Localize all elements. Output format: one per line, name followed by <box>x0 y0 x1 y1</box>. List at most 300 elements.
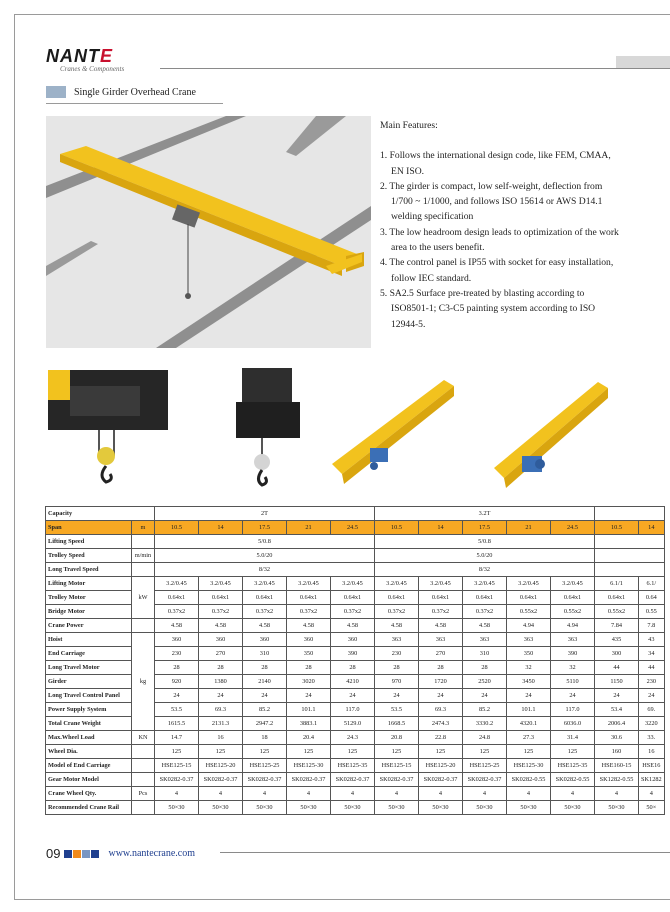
power-value: 0.64x1 <box>243 591 287 605</box>
weight-value: 2131.3 <box>199 717 243 731</box>
section-title: Single Girder Overhead Crane <box>74 86 196 98</box>
weight-value: 920 <box>155 675 199 689</box>
row-label: End Carriage <box>46 647 132 661</box>
power-value: 6.1/1 <box>595 577 639 591</box>
weight-value: 28 <box>375 661 419 675</box>
row-label: Power Supply System <box>46 703 132 717</box>
spec-value: SK0282-0.37 <box>463 773 507 787</box>
weight-value: 310 <box>243 647 287 661</box>
weight-value: 24 <box>507 689 551 703</box>
weight-value: 360 <box>243 633 287 647</box>
weight-value: 28 <box>155 661 199 675</box>
capacity-value <box>595 507 665 521</box>
power-value: 0.37x2 <box>199 605 243 619</box>
spec-value: 24.3 <box>331 731 375 745</box>
power-value: 0.64x1 <box>155 591 199 605</box>
weight-value: 24 <box>419 689 463 703</box>
section-heading <box>46 86 196 98</box>
spec-value: SK0282-0.37 <box>199 773 243 787</box>
weight-value: 2006.4 <box>595 717 639 731</box>
weight-value: 53.5 <box>375 703 419 717</box>
company-logo <box>46 46 124 73</box>
row-label: Long Travel Control Panel <box>46 689 132 703</box>
spec-value: HSE125-30 <box>507 759 551 773</box>
hoist-photo-1 <box>44 356 184 504</box>
power-value: 0.37x2 <box>463 605 507 619</box>
spec-value: 125 <box>155 745 199 759</box>
power-value: 3.2/0.45 <box>155 577 199 591</box>
weight-value: 28 <box>243 661 287 675</box>
spec-value: 50×30 <box>331 801 375 815</box>
spec-value: 22.8 <box>419 731 463 745</box>
speed-value: 5/0.8 <box>155 535 375 549</box>
row-label: Capacity <box>46 507 155 521</box>
weight-value: 230 <box>155 647 199 661</box>
unit-cell: kg <box>132 633 155 731</box>
spec-value: 30.6 <box>595 731 639 745</box>
power-value: 4.58 <box>243 619 287 633</box>
speed-value: 8/32 <box>375 563 595 577</box>
weight-value: 6036.0 <box>551 717 595 731</box>
unit-cell <box>132 619 155 633</box>
header-rule <box>160 68 670 69</box>
crane-rail-row <box>46 801 665 815</box>
power-value: 3.2/0.45 <box>463 577 507 591</box>
span-value: 10.5 <box>375 521 419 535</box>
header-bar <box>616 56 670 68</box>
weight-value: 360 <box>199 633 243 647</box>
spec-value: 4 <box>551 787 595 801</box>
power-value: 4.58 <box>155 619 199 633</box>
power-value: 4.58 <box>199 619 243 633</box>
spec-value: 4 <box>243 787 287 801</box>
spec-value: SK0282-0.37 <box>243 773 287 787</box>
spec-value: 4 <box>507 787 551 801</box>
spec-value: 125 <box>375 745 419 759</box>
span-value: 17.5 <box>243 521 287 535</box>
weight-value: 53.5 <box>155 703 199 717</box>
section-rule <box>46 103 223 104</box>
logo-accent: E <box>100 46 114 66</box>
feature-item: 4. The control panel is IP55 with socket for easy installation, follow IEC standard. <box>380 257 614 284</box>
spec-value: 4 <box>375 787 419 801</box>
power-value: 0.37x2 <box>287 605 331 619</box>
spec-value: HSE125-30 <box>287 759 331 773</box>
footer-rule <box>220 852 670 853</box>
weight-value: 24 <box>155 689 199 703</box>
weight-value: 5129.0 <box>331 717 375 731</box>
weight-value: 44 <box>595 661 639 675</box>
footer-square-icon <box>73 850 81 858</box>
row-label: Model of End Carriage <box>46 759 132 773</box>
spec-value: SK0282-0.37 <box>287 773 331 787</box>
weight-value: 1615.5 <box>155 717 199 731</box>
power-value: 0.64x1 <box>375 591 419 605</box>
weight-value: 310 <box>463 647 507 661</box>
weight-value: 32 <box>507 661 551 675</box>
wheel-qty-row <box>46 787 665 801</box>
spec-value: HSE125-35 <box>551 759 595 773</box>
power-value: 0.37x2 <box>243 605 287 619</box>
row-label: Wheel Dia. <box>46 745 132 759</box>
power-value: 3.2/0.45 <box>551 577 595 591</box>
weight-value: 350 <box>287 647 331 661</box>
spec-value: 4 <box>639 787 665 801</box>
website-link[interactable]: www.nantecrane.com <box>108 848 196 859</box>
end-carriage-model-row <box>46 759 665 773</box>
unit-cell <box>132 773 155 787</box>
row-label: Total Crane Weight <box>46 717 132 731</box>
row-label: Crane Wheel Qty. <box>46 787 132 801</box>
feature-item: 3. The low headroom design leads to optimization of the work area to the users benefit. <box>380 226 619 254</box>
weight-value: 435 <box>595 633 639 647</box>
weight-value: 3883.1 <box>287 717 331 731</box>
power-value: 0.64x1 <box>507 591 551 605</box>
crane-hero-image <box>46 116 371 348</box>
weight-value: 270 <box>199 647 243 661</box>
feature-item: 5. SA2.5 Surface pre-treated by blasting according to ISO8501-1; C3-C5 painting system according to ISO 12944-5. <box>380 287 596 330</box>
weight-value: 28 <box>419 661 463 675</box>
speed-value <box>595 549 665 563</box>
power-value: 4.58 <box>287 619 331 633</box>
spec-value: 125 <box>243 745 287 759</box>
row-label: Trolley Speed <box>46 549 132 563</box>
row-label: Lifting Motor <box>46 577 132 591</box>
spec-value: 4 <box>463 787 507 801</box>
weight-value: 363 <box>507 633 551 647</box>
weight-row <box>46 633 665 647</box>
weight-value: 32 <box>551 661 595 675</box>
span-value: 21 <box>507 521 551 535</box>
weight-value: 85.2 <box>463 703 507 717</box>
weight-value: 360 <box>287 633 331 647</box>
wheel-load-row <box>46 731 665 745</box>
unit-cell: m <box>132 521 155 535</box>
power-value: 0.37x2 <box>331 605 375 619</box>
weight-value: 24 <box>199 689 243 703</box>
weight-value: 970 <box>375 675 419 689</box>
crane-illustration <box>46 116 371 348</box>
power-value: 4.58 <box>331 619 375 633</box>
weight-value: 24 <box>551 689 595 703</box>
spec-value: 50×30 <box>243 801 287 815</box>
spec-value: 18 <box>243 731 287 745</box>
spec-value: 125 <box>331 745 375 759</box>
span-value: 21 <box>287 521 331 535</box>
weight-value: 363 <box>375 633 419 647</box>
power-value: 4.94 <box>551 619 595 633</box>
weight-value: 53.4 <box>595 703 639 717</box>
power-value: 0.64x1 <box>595 591 639 605</box>
weight-value: 4320.1 <box>507 717 551 731</box>
spec-value: 50×30 <box>155 801 199 815</box>
capacity-value: 3.2T <box>375 507 595 521</box>
specification-table <box>45 506 665 815</box>
row-label: Gear Motor Model <box>46 773 132 787</box>
spec-value: 27.3 <box>507 731 551 745</box>
row-label: Crane Power <box>46 619 132 633</box>
spec-value: HSE125-20 <box>419 759 463 773</box>
weight-value: 28 <box>287 661 331 675</box>
spec-value: 20.4 <box>287 731 331 745</box>
power-value: 0.55 <box>639 605 665 619</box>
spec-value: HSE125-25 <box>463 759 507 773</box>
spec-value: 4 <box>595 787 639 801</box>
speed-value <box>595 563 665 577</box>
hoist-photo-2 <box>222 356 312 504</box>
power-value: 4.58 <box>463 619 507 633</box>
spec-value: SK0282-0.37 <box>331 773 375 787</box>
power-value: 3.2/0.45 <box>331 577 375 591</box>
weight-value: 230 <box>375 647 419 661</box>
power-value: 7.84 <box>595 619 639 633</box>
weight-value: 24 <box>243 689 287 703</box>
row-label: Trolley Motor <box>46 591 132 605</box>
power-value: 0.64 <box>639 591 665 605</box>
row-label: Long Travel Motor <box>46 661 132 675</box>
spec-value: SK1282 <box>639 773 665 787</box>
power-value: 6.1/ <box>639 577 665 591</box>
page-footer <box>46 846 195 861</box>
row-label: Lifting Speed <box>46 535 132 549</box>
weight-value: 2947.2 <box>243 717 287 731</box>
spec-value: HSE125-20 <box>199 759 243 773</box>
weight-value: 360 <box>331 633 375 647</box>
weight-value: 300 <box>595 647 639 661</box>
weight-value: 24 <box>375 689 419 703</box>
weight-value: 1380 <box>199 675 243 689</box>
weight-value: 3020 <box>287 675 331 689</box>
spec-value: HSE125-15 <box>155 759 199 773</box>
span-value: 14 <box>419 521 463 535</box>
weight-value: 2140 <box>243 675 287 689</box>
spec-value: SK0282-0.55 <box>507 773 551 787</box>
weight-value: 363 <box>419 633 463 647</box>
spec-value: 50×30 <box>287 801 331 815</box>
power-value: 0.55x2 <box>551 605 595 619</box>
weight-value: 1150 <box>595 675 639 689</box>
power-row <box>46 577 665 591</box>
spec-value: SK0282-0.37 <box>419 773 463 787</box>
weight-value: 2520 <box>463 675 507 689</box>
spec-value: SK1282-0.55 <box>595 773 639 787</box>
weight-value: 24 <box>287 689 331 703</box>
logo-wordmark <box>46 46 124 67</box>
row-label: Span <box>46 521 132 535</box>
weight-value: 270 <box>419 647 463 661</box>
logo-tagline: Cranes & Components <box>60 65 125 73</box>
row-label: Girder <box>46 675 132 689</box>
spec-value: SK0282-0.55 <box>551 773 595 787</box>
features-heading: Main Features: <box>380 120 438 131</box>
end-carriage-photo-1 <box>326 356 460 504</box>
features-list <box>380 148 620 332</box>
spec-value: 50×30 <box>419 801 463 815</box>
weight-value: 24 <box>463 689 507 703</box>
spec-value: HSE125-35 <box>331 759 375 773</box>
power-value: 0.55x2 <box>595 605 639 619</box>
power-value: 7.8 <box>639 619 665 633</box>
weight-value: 4210 <box>331 675 375 689</box>
speed-value: 5.0/20 <box>375 549 595 563</box>
section-marker <box>46 86 66 98</box>
power-value: 0.37x2 <box>419 605 463 619</box>
weight-value: 24 <box>595 689 639 703</box>
speed-value: 5/0.8 <box>375 535 595 549</box>
spec-value: 31.4 <box>551 731 595 745</box>
unit-cell <box>132 759 155 773</box>
spec-value: 4 <box>287 787 331 801</box>
spec-value: 160 <box>595 745 639 759</box>
power-value: 4.94 <box>507 619 551 633</box>
weight-value: 28 <box>199 661 243 675</box>
power-value: 4.58 <box>419 619 463 633</box>
power-value: 0.64x1 <box>551 591 595 605</box>
weight-value: 1668.5 <box>375 717 419 731</box>
spec-value: 125 <box>287 745 331 759</box>
unit-cell: kW <box>132 577 155 619</box>
weight-value: 117.0 <box>331 703 375 717</box>
power-value: 3.2/0.45 <box>507 577 551 591</box>
weight-value: 24 <box>331 689 375 703</box>
footer-square-icon <box>64 850 72 858</box>
weight-value: 44 <box>639 661 665 675</box>
spec-value: HSE125-15 <box>375 759 419 773</box>
spec-value: 4 <box>331 787 375 801</box>
span-value: 14 <box>639 521 665 535</box>
power-value: 3.2/0.45 <box>375 577 419 591</box>
unit-cell <box>132 563 155 577</box>
spec-value: 125 <box>199 745 243 759</box>
spec-value: 125 <box>551 745 595 759</box>
weight-value: 69.3 <box>419 703 463 717</box>
weight-value: 350 <box>507 647 551 661</box>
weight-value: 28 <box>463 661 507 675</box>
weight-value: 360 <box>155 633 199 647</box>
speed-value: 5.0/20 <box>155 549 375 563</box>
end-carriage-photo-2 <box>486 356 616 504</box>
span-value: 17.5 <box>463 521 507 535</box>
unit-cell <box>132 801 155 815</box>
power-value: 0.64x1 <box>287 591 331 605</box>
power-value: 0.37x2 <box>375 605 419 619</box>
main-features <box>380 118 620 332</box>
speed-row <box>46 549 665 563</box>
weight-value: 3330.2 <box>463 717 507 731</box>
power-value: 3.2/0.45 <box>419 577 463 591</box>
spec-value: 50×30 <box>507 801 551 815</box>
power-value: 0.64x1 <box>419 591 463 605</box>
logo-text: NANT <box>46 46 100 66</box>
weight-value: 3450 <box>507 675 551 689</box>
spec-value: 50× <box>639 801 665 815</box>
row-label: Hoist <box>46 633 132 647</box>
unit-cell <box>132 535 155 549</box>
power-value: 3.2/0.45 <box>243 577 287 591</box>
span-value: 10.5 <box>155 521 199 535</box>
page-number: 09 <box>46 846 61 861</box>
span-value: 10.5 <box>595 521 639 535</box>
speed-row <box>46 535 665 549</box>
spec-value: 50×30 <box>551 801 595 815</box>
spec-value: 4 <box>199 787 243 801</box>
weight-value: 3220 <box>639 717 665 731</box>
speed-value <box>595 535 665 549</box>
power-row <box>46 619 665 633</box>
weight-value: 363 <box>463 633 507 647</box>
spec-value: 33. <box>639 731 665 745</box>
span-value: 24.5 <box>331 521 375 535</box>
weight-value: 1720 <box>419 675 463 689</box>
spec-value: HSE125-25 <box>243 759 287 773</box>
speed-value: 8/32 <box>155 563 375 577</box>
spec-value: SK0282-0.37 <box>375 773 419 787</box>
spec-value: 20.8 <box>375 731 419 745</box>
weight-value: 390 <box>551 647 595 661</box>
spec-value: 16 <box>199 731 243 745</box>
weight-value: 24 <box>639 689 665 703</box>
footer-square-icon <box>91 850 99 858</box>
spec-value: 50×30 <box>375 801 419 815</box>
unit-cell: Pcs <box>132 787 155 801</box>
weight-value: 363 <box>551 633 595 647</box>
weight-value: 5110 <box>551 675 595 689</box>
power-value: 4.58 <box>375 619 419 633</box>
unit-cell <box>132 745 155 759</box>
power-value: 0.64x1 <box>463 591 507 605</box>
span-row <box>46 521 665 535</box>
weight-value: 43 <box>639 633 665 647</box>
power-value: 0.55x2 <box>507 605 551 619</box>
gear-motor-row <box>46 773 665 787</box>
weight-value: 28 <box>331 661 375 675</box>
span-value: 14 <box>199 521 243 535</box>
weight-value: 101.1 <box>507 703 551 717</box>
row-label: Bridge Motor <box>46 605 132 619</box>
weight-value: 117.0 <box>551 703 595 717</box>
weight-value: 69.3 <box>199 703 243 717</box>
speed-row <box>46 563 665 577</box>
feature-item: 1. Follows the international design code, like FEM, CMAA, EN ISO. <box>380 150 611 177</box>
row-label: Max.Wheel Load <box>46 731 132 745</box>
power-value: 0.37x2 <box>155 605 199 619</box>
spec-value: SK0282-0.37 <box>155 773 199 787</box>
unit-cell: KN <box>132 731 155 745</box>
wheel-dia-row <box>46 745 665 759</box>
power-value: 3.2/0.45 <box>199 577 243 591</box>
weight-value: 85.2 <box>243 703 287 717</box>
footer-square-icon <box>82 850 90 858</box>
spec-value: 50×30 <box>595 801 639 815</box>
weight-value: 230 <box>639 675 665 689</box>
spec-value: 50×30 <box>463 801 507 815</box>
spec-value: 4 <box>155 787 199 801</box>
weight-value: 101.1 <box>287 703 331 717</box>
weight-value: 390 <box>331 647 375 661</box>
spec-value: HSE16 <box>639 759 665 773</box>
power-value: 0.64x1 <box>331 591 375 605</box>
span-value: 24.5 <box>551 521 595 535</box>
spec-value: 125 <box>463 745 507 759</box>
row-label: Long Travel Speed <box>46 563 132 577</box>
spec-value: 24.8 <box>463 731 507 745</box>
weight-value: 69. <box>639 703 665 717</box>
weight-value: 34 <box>639 647 665 661</box>
capacity-row <box>46 507 665 521</box>
spec-value: 50×30 <box>199 801 243 815</box>
spec-value: HSE160-15 <box>595 759 639 773</box>
feature-item: 2. The girder is compact, low self-weight, deflection from 1/700 ~ 1/1000, and follows ISO 15614 or AWS D14.1 welding specification <box>380 180 603 223</box>
